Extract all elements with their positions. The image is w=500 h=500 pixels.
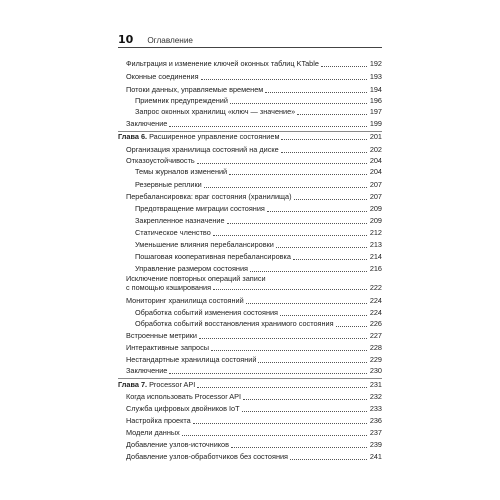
dot-leader	[336, 325, 367, 327]
toc-entry	[135, 205, 382, 214]
toc-entry-page: 196	[369, 96, 382, 105]
dot-leader	[201, 78, 367, 80]
toc-entry-title: Уменьшение влияния перебалансировки	[135, 240, 274, 249]
toc-entry	[126, 275, 382, 292]
toc-entry-page: 236	[369, 416, 382, 425]
toc-entry-page: 209	[369, 204, 382, 213]
toc-entry-page: 230	[369, 366, 382, 375]
toc-entry-title-wrap	[135, 181, 202, 190]
toc-entry-page: 227	[369, 331, 382, 340]
toc-entry-title: Приемник предупреждений	[135, 96, 228, 105]
toc-entry-title-wrap	[126, 120, 167, 129]
toc-entry	[126, 344, 382, 353]
toc-entry	[135, 309, 382, 318]
dot-leader	[276, 246, 367, 248]
dot-leader	[169, 372, 367, 374]
toc-entry	[126, 356, 382, 365]
toc-entry-page: 231	[369, 380, 382, 389]
toc-entry-title-wrap	[126, 297, 244, 306]
toc-entry-title: Темы журналов изменений	[135, 167, 228, 176]
toc-entry-title: Управление размером состояния	[135, 264, 248, 273]
toc-entry-title: Служба цифровых двойников IoT	[126, 404, 240, 413]
toc-entry-line	[126, 284, 382, 293]
dot-leader	[230, 102, 367, 104]
toc-entry-page: 232	[369, 392, 382, 401]
toc-entry	[126, 441, 382, 450]
dot-leader	[321, 65, 367, 67]
toc-entry-title: Предотвращение миграции состояния	[135, 204, 265, 213]
toc-entry-page: 197	[369, 107, 382, 116]
toc-entry-page: 214	[369, 252, 382, 261]
toc-entry-title-wrap	[118, 133, 279, 142]
toc-entry-title: Статическое членство	[135, 228, 211, 237]
toc-entry-title: Добавление узлов-источников	[126, 440, 229, 449]
toc-entry	[135, 217, 382, 226]
toc-entry	[126, 405, 382, 414]
toc-entry-title: Обработка событий изменения состояния	[135, 308, 278, 317]
dot-leader	[250, 270, 367, 272]
toc-entry-title-wrap	[126, 60, 319, 69]
toc-entry	[126, 367, 382, 376]
chapter-label: Глава 6.	[118, 132, 148, 141]
dot-leader	[227, 222, 367, 224]
running-title: Оглавление	[147, 36, 193, 45]
toc-entry	[126, 393, 382, 402]
toc-entry-title: Запрос оконных хранилищ «ключ — значение»	[135, 107, 296, 116]
toc-entry-title: Processor API	[149, 380, 196, 389]
toc-entry-title-wrap	[126, 367, 167, 376]
dot-leader	[246, 302, 367, 304]
toc-entry-title: Добавление узлов-обработчиков без состояния	[126, 452, 289, 461]
toc-entry-title: Нестандартные хранилища состояний	[126, 355, 257, 364]
toc-entry	[126, 429, 382, 438]
dot-leader	[294, 198, 367, 200]
toc-entry-title-wrap	[126, 393, 241, 402]
toc-entry-page: 237	[369, 428, 382, 437]
toc-entry-title: Фильтрация и изменение ключей оконных таблиц KTable	[126, 59, 319, 68]
toc-entry-page: 209	[369, 216, 382, 225]
toc-entry-title-wrap	[126, 86, 263, 95]
dot-leader	[213, 288, 367, 290]
toc-entry-page: 228	[369, 343, 382, 352]
toc-entry	[126, 86, 382, 95]
toc-entry-page: 207	[369, 192, 382, 201]
toc-entry	[135, 241, 382, 250]
toc-entry-title-wrap	[135, 309, 278, 318]
toc-entry-page: 192	[369, 59, 382, 68]
dot-leader	[280, 314, 367, 316]
toc-entry	[135, 253, 382, 262]
dot-leader	[193, 422, 367, 424]
toc-entry-page: 224	[369, 296, 382, 305]
toc-entry-title: Резервные реплики	[135, 180, 202, 189]
toc-entry-title: Заключение	[126, 366, 168, 375]
toc-entry-page: 201	[369, 132, 382, 141]
toc-entry	[135, 320, 382, 329]
dot-leader	[182, 434, 367, 436]
toc-entry	[126, 297, 382, 306]
dot-leader	[290, 458, 367, 460]
toc-entry-title-wrap	[135, 320, 334, 329]
toc-entry	[126, 453, 382, 462]
toc-entry-title: Модели данных	[126, 428, 180, 437]
toc-entry-page: 216	[369, 264, 382, 273]
toc-entry	[135, 229, 382, 238]
dot-leader	[258, 361, 367, 363]
toc-entry-title: Организация хранилища состояний на диске	[126, 145, 279, 154]
toc-entry-page: 241	[369, 452, 382, 461]
toc-entry	[135, 108, 382, 117]
toc-entry-page: 204	[369, 167, 382, 176]
toc-entry-title-wrap	[135, 97, 228, 106]
dot-leader	[267, 210, 367, 212]
toc-entry-title-wrap	[126, 73, 199, 82]
toc-entry-title-wrap	[126, 453, 288, 462]
toc-entry-page: 202	[369, 145, 382, 154]
dot-leader	[204, 186, 367, 188]
toc-entry-page: 194	[369, 85, 382, 94]
toc-chapter-entry	[118, 381, 382, 390]
dot-leader	[231, 446, 367, 448]
toc-entry	[135, 265, 382, 274]
toc-entry-title-wrap	[126, 405, 240, 414]
toc-entry-title: Мониторинг хранилища состояний	[126, 296, 244, 305]
toc-entry	[126, 417, 382, 426]
dot-leader	[213, 234, 367, 236]
toc-entry-page: 224	[369, 308, 382, 317]
toc-entry-title-wrap	[126, 157, 195, 166]
toc-entry	[135, 97, 382, 106]
toc-entry-title-wrap	[126, 356, 256, 365]
toc-entry-page: 204	[369, 156, 382, 165]
dot-leader	[243, 398, 367, 400]
toc-entry-page: 199	[369, 119, 382, 128]
toc-entry-title: Оконные соединения	[126, 72, 199, 81]
toc-entry-title: Перебалансировка: враг состояния (хранилища)	[126, 192, 292, 201]
dot-leader	[265, 91, 367, 93]
toc-entry-title-wrap	[135, 229, 211, 238]
toc-entry-title: Настройка проекта	[126, 416, 191, 425]
chapter-label: Глава 7.	[118, 380, 148, 389]
dot-leader	[197, 162, 367, 164]
dot-leader	[297, 113, 367, 115]
toc-entry-page: 213	[369, 240, 382, 249]
dot-leader	[281, 138, 367, 140]
dot-leader	[169, 125, 367, 127]
dot-leader	[197, 386, 367, 388]
toc-entry-title-wrap	[135, 265, 248, 274]
dot-leader	[293, 258, 367, 260]
toc-entry-page: 226	[369, 319, 382, 328]
toc-entry-title-cont: с помощью кэширования	[126, 282, 212, 292]
toc-entry-title: Обработка событий восстановления хранимого состояния	[135, 319, 334, 328]
page-number: 10	[118, 33, 134, 46]
toc-entry-title-wrap	[126, 193, 292, 202]
dot-leader	[229, 173, 367, 175]
toc-entry-title-wrap	[126, 429, 180, 438]
toc-entry-title: Закрепленное назначение	[135, 216, 225, 225]
toc-entry	[126, 157, 382, 166]
toc-entry-title: Потоки данных, управляемые временем	[126, 85, 264, 94]
toc-entry-title-wrap	[126, 146, 279, 155]
toc-entry-title: Расширенное управление состоянием	[149, 132, 280, 141]
toc-entry-page: 229	[369, 355, 382, 364]
toc-entry-title-wrap	[135, 108, 295, 117]
chapter-divider	[118, 378, 382, 379]
toc-entry	[126, 120, 382, 129]
toc-entry-title-wrap	[126, 332, 197, 341]
toc-entry-title-wrap	[135, 241, 274, 250]
toc-entry	[126, 60, 382, 69]
dot-leader	[281, 151, 367, 153]
toc-entry	[126, 146, 382, 155]
toc-entry-page: 193	[369, 72, 382, 81]
toc-entry-title: Отказоустойчивость	[126, 156, 195, 165]
toc-entry-page: 207	[369, 180, 382, 189]
toc-entry-page: 239	[369, 440, 382, 449]
toc-entry	[126, 332, 382, 341]
toc-entry-title: Пошаговая кооперативная перебалансировка	[135, 252, 291, 261]
page-header	[118, 33, 193, 46]
toc-entry-title-wrap	[135, 205, 265, 214]
toc-entry-title: Когда использовать Processor API	[126, 392, 242, 401]
toc-entry-title-wrap	[135, 217, 225, 226]
toc-entry-title-wrap	[135, 253, 291, 262]
header-rule	[118, 47, 382, 48]
toc-entry-title-wrap	[126, 417, 191, 426]
toc-entry-title-wrap	[126, 344, 209, 353]
toc-entry-title: Исключение повторных операций записи	[126, 274, 266, 283]
toc-entry-page: 233	[369, 404, 382, 413]
dot-leader	[211, 349, 367, 351]
toc-entry-page: 222	[369, 282, 382, 292]
toc-entry	[126, 193, 382, 202]
toc-entry	[135, 181, 382, 190]
toc-entry	[126, 73, 382, 82]
toc-entry-title-wrap	[118, 381, 195, 390]
toc-entry-title: Заключение	[126, 119, 168, 128]
toc-entry-title: Интерактивные запросы	[126, 343, 210, 352]
toc-entry-page: 212	[369, 228, 382, 237]
toc-entry-title: Встроенные метрики	[126, 331, 197, 340]
toc-entry	[135, 168, 382, 177]
dot-leader	[199, 337, 367, 339]
dot-leader	[242, 410, 367, 412]
toc-entry-title-wrap	[126, 441, 229, 450]
toc-entry-title-wrap	[135, 168, 227, 177]
toc-chapter-entry	[118, 133, 382, 142]
